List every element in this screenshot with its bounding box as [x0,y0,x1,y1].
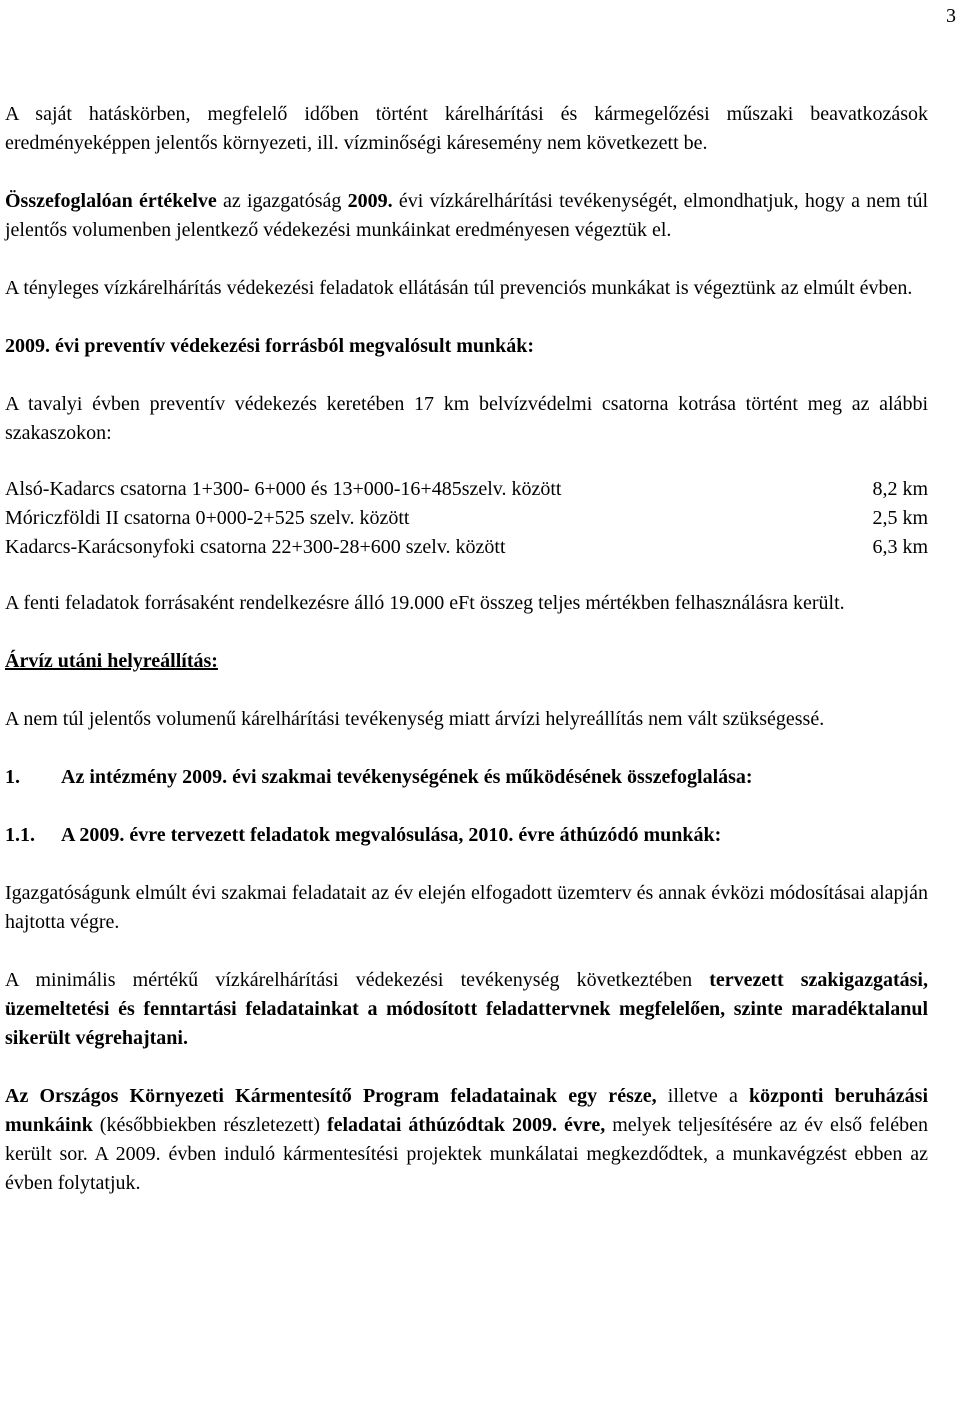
canal-section-row [5,504,928,533]
canal-section-row [5,475,928,504]
heading-section-1 [5,763,928,792]
canal-section-list [5,475,928,562]
page-number: 3 [946,5,956,27]
heading-preventive-works: 2009. évi preventív védekezési forrásból megvalósult munkák: [5,335,535,357]
remediation-bold-lead: Az Országos Környezeti Kármentesítő Program feladatainak egy része, [5,1085,657,1107]
tasks-bold-text: tervezett szakigazgatási, üzemeltetési és fenntartási feladatainkat a módosított feladattervnek megfelelően, szinte maradéktalanul sikerült végrehajtani. [5,969,928,1049]
canal-section-length: 6,3 km [872,536,928,558]
heading-section-1-1 [5,821,928,850]
canal-section-description: Kadarcs-Karácsonyfoki csatorna 22+300-28+600 szelv. között [5,536,506,558]
paragraph-tasks [5,966,928,1053]
paragraph-funding: A fenti feladatok forrásaként rendelkezésre álló 19.000 eFt összeg teljes mértékben felhasználásra került. [5,592,845,614]
subsection-title: A 2009. évre tervezett feladatok megvalósulása, 2010. évre áthúzódó munkák: [61,824,722,846]
paragraph-work-plan: Igazgatóságunk elmúlt évi szakmai feladatait az év elején elfogadott üzemterv és annak évközi módosításai alapján hajtotta végre. [5,882,928,933]
canal-section-length: 8,2 km [872,478,928,500]
paragraph-damage-prevention: A saját hatáskörben, megfelelő időben történt kárelhárítási és kármegelőzési műszaki beavatkozások eredményeképpen jelentős környezeti, ill. vízminőségi káresemény nem következett be. [5,103,928,154]
paragraph-dredging: A tavalyi évben preventív védekezés keretében 17 km belvízvédelmi csatorna kotrása történt meg az alábbi szakaszokon: [5,393,928,444]
canal-section-description: Móriczföldi II csatorna 0+000-2+525 szelv. között [5,507,410,529]
subsection-number: 1.1. [5,824,35,846]
section-title: Az intézmény 2009. évi szakmai tevékenységének és működésének összefoglalása: [61,766,753,788]
remediation-text-3: melyek teljesítésére az év első felében került sor. A 2009. évben induló kármentesítési projektek munkálatai megkezdődtek, a munkavégzést ebben az évben folytatjuk. [5,1114,928,1194]
summary-year: 2009. [347,190,393,212]
paragraph-prevention: A tényleges vízkárelhárítás védekezési feladatok ellátásán túl prevenciós munkákat is végeztünk az elmúlt évben. [5,277,913,299]
summary-text: az igazgatóság [216,190,348,212]
canal-section-description: Alsó-Kadarcs csatorna 1+300- 6+000 és 13+000-16+485szelv. között [5,478,562,500]
remediation-bold-investments: központi beruházási munkáink [5,1085,928,1136]
paragraph-restoration: A nem túl jelentős volumenű kárelhárítási tevékenység miatt árvízi helyreállítás nem vált szükségessé. [5,708,825,730]
paragraph-remediation [5,1082,928,1198]
summary-bold-lead: Összefoglalóan értékelve [5,190,217,212]
remediation-text-1: illetve a [656,1085,750,1107]
heading-flood-restoration: Árvíz utáni helyreállítás: [5,650,218,672]
tasks-text: A minimális mértékű vízkárelhárítási védekezési tevékenység következtében [5,969,710,991]
paragraph-summary [5,187,928,245]
summary-text-rest: évi vízkárelhárítási tevékenységét, elmondhatjuk, hogy a nem túl jelentős volumenben jelentkező védekezési munkáinkat eredményesen végeztük el. [5,190,929,241]
remediation-bold-carryover: feladatai áthúzódtak 2009. évre, [326,1114,606,1136]
section-number: 1. [5,766,20,788]
remediation-text-2: (későbbiekben részletezett) [92,1114,327,1136]
canal-section-length: 2,5 km [872,507,928,529]
document-body [5,100,928,1198]
canal-section-row [5,533,928,562]
